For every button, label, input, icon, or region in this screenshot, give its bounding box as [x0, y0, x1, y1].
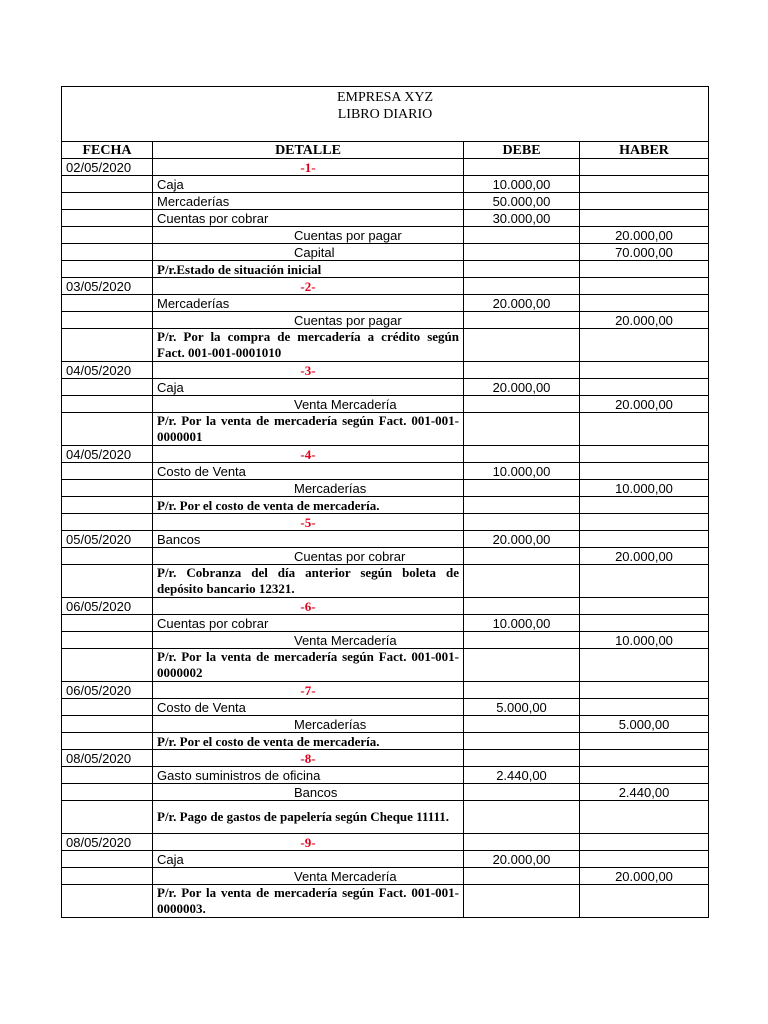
- entry-date: [62, 767, 153, 784]
- entry-date: [62, 193, 153, 210]
- haber-amount: [580, 210, 709, 227]
- haber-amount: [580, 851, 709, 868]
- journal-row-desc: [62, 649, 709, 682]
- debe-cell: [464, 514, 580, 531]
- journal-row-desc1: [62, 261, 709, 278]
- haber-amount: 70.000,00: [580, 244, 709, 261]
- journal-row-debit: [62, 615, 709, 632]
- debe-cell: [464, 565, 580, 598]
- col-header-haber: HABER: [580, 142, 709, 159]
- entry-number: -1-: [153, 159, 464, 176]
- debe-cell: [464, 159, 580, 176]
- journal-row-desc: [62, 885, 709, 918]
- credit-account: Bancos: [153, 784, 464, 801]
- entry-date: 03/05/2020: [62, 278, 153, 295]
- haber-cell: [580, 497, 709, 514]
- haber-amount: [580, 379, 709, 396]
- entry-number: -6-: [153, 598, 464, 615]
- journal-row-entry: [62, 514, 709, 531]
- debe-amount: 30.000,00: [464, 210, 580, 227]
- journal-row-debit: [62, 193, 709, 210]
- journal-row-desc1: [62, 497, 709, 514]
- entry-description: P/r. Por el costo de venta de mercadería.: [153, 733, 464, 750]
- credit-account: Capital: [153, 244, 464, 261]
- entry-date: [62, 210, 153, 227]
- haber-amount: 10.000,00: [580, 632, 709, 649]
- entry-description: P/r. Pago de gastos de papelería según Cheque 11111.: [153, 801, 464, 834]
- debe-cell: [464, 362, 580, 379]
- journal-row-debit: [62, 699, 709, 716]
- entry-date: [62, 801, 153, 834]
- debit-account: Costo de Venta: [153, 699, 464, 716]
- journal-row-entry: [62, 159, 709, 176]
- debe-cell: [464, 885, 580, 918]
- haber-amount: 2.440,00: [580, 784, 709, 801]
- haber-amount: 20.000,00: [580, 868, 709, 885]
- debit-account: Mercaderías: [153, 295, 464, 312]
- haber-amount: 5.000,00: [580, 716, 709, 733]
- entry-date: [62, 699, 153, 716]
- debe-amount: 10.000,00: [464, 463, 580, 480]
- debe-cell: [464, 278, 580, 295]
- entry-date: [62, 244, 153, 261]
- debe-amount: [464, 312, 580, 329]
- entry-description: P/r. Por el costo de venta de mercadería.: [153, 497, 464, 514]
- debe-cell: [464, 598, 580, 615]
- journal-row-desc: [62, 801, 709, 834]
- debe-amount: 2.440,00: [464, 767, 580, 784]
- haber-cell: [580, 362, 709, 379]
- journal-row-credit: [62, 227, 709, 244]
- entry-number: -8-: [153, 750, 464, 767]
- journal-row-credit: [62, 396, 709, 413]
- entry-date: [62, 548, 153, 565]
- entry-date: [62, 261, 153, 278]
- entry-date: 02/05/2020: [62, 159, 153, 176]
- journal-row-desc1: [62, 733, 709, 750]
- entry-description: P/r. Por la venta de mercadería según Fact. 001-001-0000002: [153, 649, 464, 682]
- debit-account: Cuentas por cobrar: [153, 615, 464, 632]
- title-cell: [62, 87, 709, 142]
- debit-account: Caja: [153, 379, 464, 396]
- entry-date: [62, 885, 153, 918]
- title-row: [62, 87, 709, 142]
- debe-amount: 20.000,00: [464, 379, 580, 396]
- haber-cell: [580, 801, 709, 834]
- credit-account: Cuentas por pagar: [153, 227, 464, 244]
- debit-account: Costo de Venta: [153, 463, 464, 480]
- haber-amount: [580, 463, 709, 480]
- entry-description: P/r. Cobranza del día anterior según boleta de depósito bancario 12321.: [153, 565, 464, 598]
- credit-account: Mercaderías: [153, 716, 464, 733]
- haber-amount: 20.000,00: [580, 396, 709, 413]
- journal-row-entry: [62, 362, 709, 379]
- haber-amount: [580, 615, 709, 632]
- haber-cell: [580, 565, 709, 598]
- credit-account: Venta Mercadería: [153, 632, 464, 649]
- journal-row-credit: [62, 716, 709, 733]
- debe-cell: [464, 413, 580, 446]
- debe-cell: [464, 497, 580, 514]
- entry-date: [62, 312, 153, 329]
- debe-cell: [464, 801, 580, 834]
- debe-amount: 10.000,00: [464, 176, 580, 193]
- entry-date: [62, 868, 153, 885]
- entry-description: P/r. Por la compra de mercadería a crédito según Fact. 001-001-0001010: [153, 329, 464, 362]
- debe-amount: [464, 244, 580, 261]
- haber-cell: [580, 733, 709, 750]
- debe-amount: [464, 632, 580, 649]
- entry-date: [62, 497, 153, 514]
- journal-row-entry: [62, 278, 709, 295]
- journal-row-debit: [62, 851, 709, 868]
- entry-date: [62, 295, 153, 312]
- debe-amount: [464, 227, 580, 244]
- haber-amount: [580, 699, 709, 716]
- entry-date: [62, 480, 153, 497]
- entry-number: -3-: [153, 362, 464, 379]
- entry-date: [62, 176, 153, 193]
- credit-account: Venta Mercadería: [153, 868, 464, 885]
- journal-row-entry: [62, 446, 709, 463]
- credit-account: Mercaderías: [153, 480, 464, 497]
- journal-row-debit: [62, 176, 709, 193]
- debe-amount: 10.000,00: [464, 615, 580, 632]
- debe-cell: [464, 834, 580, 851]
- haber-cell: [580, 514, 709, 531]
- entry-date: [62, 733, 153, 750]
- haber-cell: [580, 682, 709, 699]
- journal-row-credit: [62, 784, 709, 801]
- haber-amount: [580, 767, 709, 784]
- entry-date: [62, 463, 153, 480]
- credit-account: Venta Mercadería: [153, 396, 464, 413]
- entry-date: 04/05/2020: [62, 362, 153, 379]
- haber-amount: 20.000,00: [580, 312, 709, 329]
- haber-cell: [580, 278, 709, 295]
- haber-amount: 20.000,00: [580, 548, 709, 565]
- journal-row-debit: [62, 767, 709, 784]
- entry-number: -7-: [153, 682, 464, 699]
- journal-row-entry: [62, 750, 709, 767]
- debit-account: Caja: [153, 851, 464, 868]
- debe-amount: 20.000,00: [464, 851, 580, 868]
- entry-date: 06/05/2020: [62, 682, 153, 699]
- debe-cell: [464, 261, 580, 278]
- entry-description: P/r. Por la venta de mercadería según Fact. 001-001-0000003.: [153, 885, 464, 918]
- journal-row-debit: [62, 210, 709, 227]
- entry-date: [62, 565, 153, 598]
- debe-amount: [464, 784, 580, 801]
- entry-date: 08/05/2020: [62, 834, 153, 851]
- journal-row-debit: [62, 379, 709, 396]
- debit-account: Gasto suministros de oficina: [153, 767, 464, 784]
- journal-row-entry: [62, 682, 709, 699]
- haber-cell: [580, 750, 709, 767]
- journal-row-entry: [62, 834, 709, 851]
- entry-date: [62, 784, 153, 801]
- debe-cell: [464, 682, 580, 699]
- debe-amount: [464, 480, 580, 497]
- entry-date: [62, 413, 153, 446]
- debit-account: Bancos: [153, 531, 464, 548]
- haber-amount: [580, 193, 709, 210]
- entry-date: [62, 851, 153, 868]
- haber-amount: [580, 295, 709, 312]
- debe-amount: [464, 716, 580, 733]
- journal-row-credit: [62, 868, 709, 885]
- haber-amount: [580, 531, 709, 548]
- haber-cell: [580, 159, 709, 176]
- entry-date: [62, 329, 153, 362]
- journal-body: [62, 87, 709, 918]
- journal-row-credit: [62, 548, 709, 565]
- book-title: LIBRO DIARIO: [337, 107, 433, 122]
- haber-amount: 10.000,00: [580, 480, 709, 497]
- haber-amount: [580, 176, 709, 193]
- col-header-detalle: DETALLE: [153, 142, 464, 159]
- haber-cell: [580, 834, 709, 851]
- journal-row-entry: [62, 598, 709, 615]
- debe-amount: [464, 548, 580, 565]
- debe-cell: [464, 733, 580, 750]
- column-header-row: [62, 142, 709, 159]
- haber-cell: [580, 261, 709, 278]
- debe-cell: [464, 446, 580, 463]
- entry-date: [62, 514, 153, 531]
- entry-date: 04/05/2020: [62, 446, 153, 463]
- journal-row-debit: [62, 531, 709, 548]
- journal-row-desc: [62, 565, 709, 598]
- haber-amount: 20.000,00: [580, 227, 709, 244]
- haber-cell: [580, 446, 709, 463]
- entry-number: -4-: [153, 446, 464, 463]
- journal-row-credit: [62, 244, 709, 261]
- journal-row-credit: [62, 312, 709, 329]
- col-header-fecha: FECHA: [62, 142, 153, 159]
- journal-row-desc: [62, 413, 709, 446]
- entry-date: [62, 396, 153, 413]
- debe-cell: [464, 750, 580, 767]
- credit-account: Cuentas por pagar: [153, 312, 464, 329]
- entry-description: P/r.Estado de situación inicial: [153, 261, 464, 278]
- col-header-debe: DEBE: [464, 142, 580, 159]
- debe-amount: 5.000,00: [464, 699, 580, 716]
- debe-amount: [464, 396, 580, 413]
- debit-account: Cuentas por cobrar: [153, 210, 464, 227]
- haber-cell: [580, 885, 709, 918]
- journal-row-desc: [62, 329, 709, 362]
- entry-date: [62, 716, 153, 733]
- debe-amount: 20.000,00: [464, 295, 580, 312]
- debe-cell: [464, 329, 580, 362]
- debit-account: Caja: [153, 176, 464, 193]
- entry-date: 06/05/2020: [62, 598, 153, 615]
- entry-date: [62, 615, 153, 632]
- entry-number: -2-: [153, 278, 464, 295]
- entry-date: 05/05/2020: [62, 531, 153, 548]
- debe-amount: 50.000,00: [464, 193, 580, 210]
- credit-account: Cuentas por cobrar: [153, 548, 464, 565]
- journal-row-credit: [62, 632, 709, 649]
- journal-row-debit: [62, 463, 709, 480]
- entry-date: [62, 227, 153, 244]
- debe-cell: [464, 649, 580, 682]
- debe-amount: [464, 868, 580, 885]
- haber-cell: [580, 413, 709, 446]
- debe-amount: 20.000,00: [464, 531, 580, 548]
- entry-number: -9-: [153, 834, 464, 851]
- entry-date: 08/05/2020: [62, 750, 153, 767]
- entry-date: [62, 632, 153, 649]
- journal-row-credit: [62, 480, 709, 497]
- entry-description: P/r. Por la venta de mercadería según Fact. 001-001- 0000001: [153, 413, 464, 446]
- haber-cell: [580, 598, 709, 615]
- haber-cell: [580, 649, 709, 682]
- entry-date: [62, 379, 153, 396]
- journal-table: [61, 86, 709, 918]
- entry-number: -5-: [153, 514, 464, 531]
- company-name: EMPRESA XYZ: [336, 90, 434, 105]
- debit-account: Mercaderías: [153, 193, 464, 210]
- haber-cell: [580, 329, 709, 362]
- entry-date: [62, 649, 153, 682]
- journal-row-debit: [62, 295, 709, 312]
